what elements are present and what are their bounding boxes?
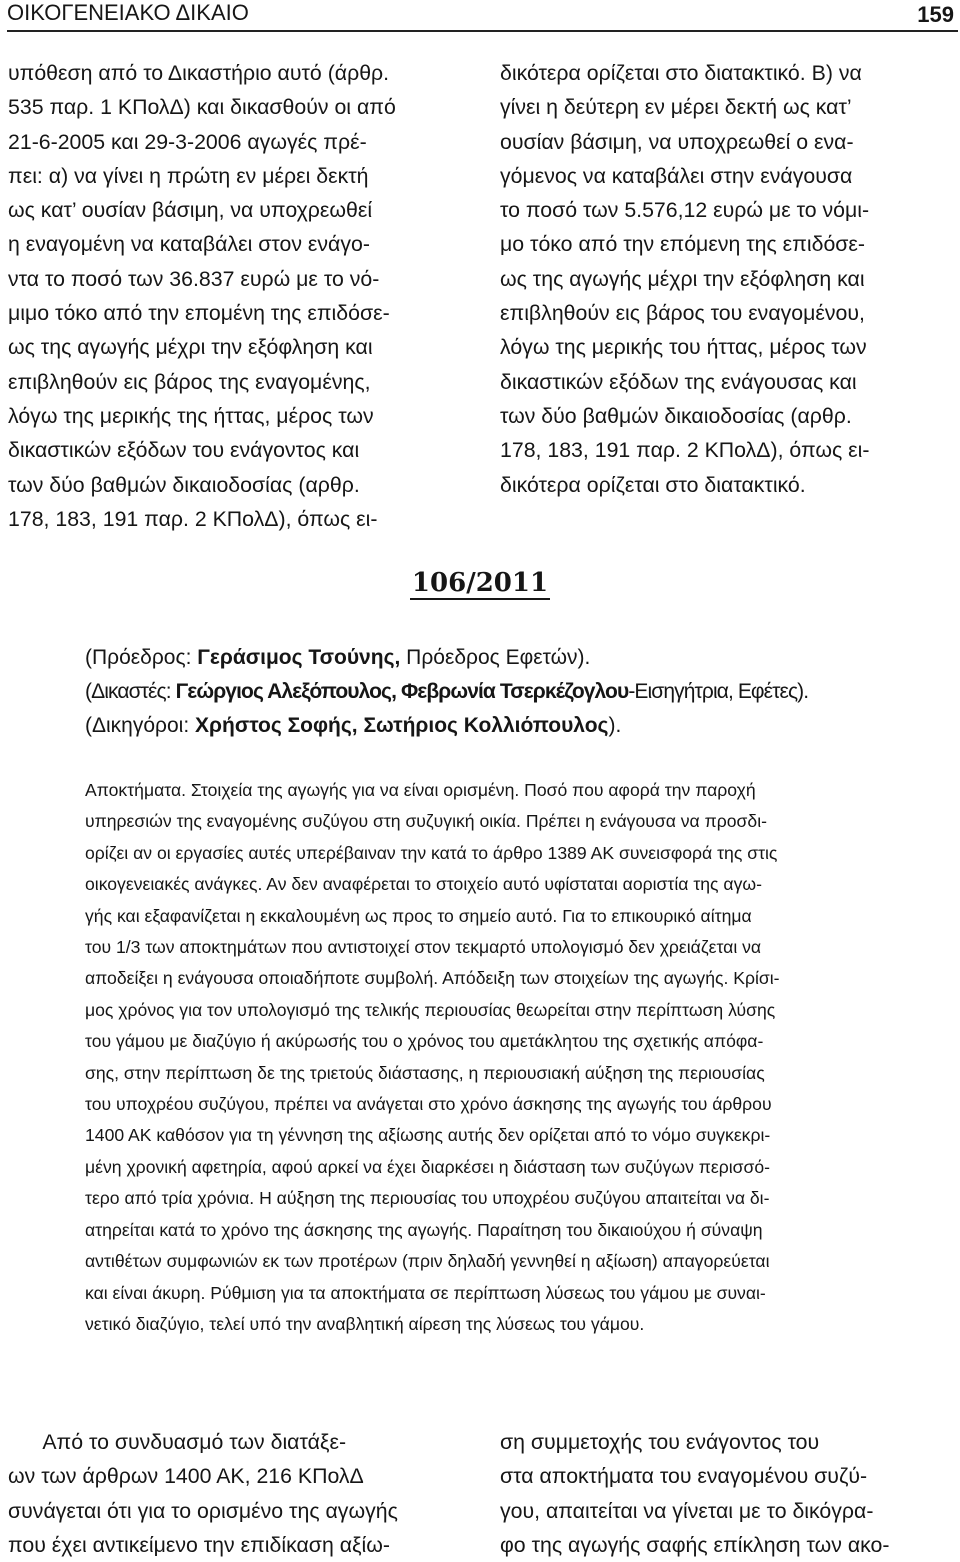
page-header (7, 0, 958, 32)
lawyers-line (85, 709, 808, 743)
reasoning-column-right: ση συμμετοχής του ενάγοντος του στα αποκτήματα του εναγομένου συζύ- γου, απαιτείται να γίνεται με το δικόγρα- φο της αγωγής σαφής επίκληση των ακο- (500, 1430, 890, 1557)
judges-line (85, 675, 808, 709)
judges-prefix: (Δικαστές: (85, 680, 176, 703)
body-column-right: δικότερα ορίζεται στο διατακτικό. Β) να γίνει η δεύτερη εν μέρει δεκτή ως κατ’ ουσίαν βάσιμη, να υποχρεωθεί ο ενα- γόμενος να καταβάλει στην ενάγουσα το ποσό των 5.576,12 ευρώ με το νόμι- μο τόκο από την επόμενη της επιδόσε- ως της αγωγής μέχρι την εξόφληση και επιβληθούν εις βάρος του εναγομένου, λόγω της μερικής του ήττας, μέρος των δικαστικών εξόδων της ενάγουσας και των δύο βαθμών δικαιοδοσίας (αρθρ. 178, 183, 191 παρ. 2 ΚΠολΔ), όπως ει- δικότερα ορίζεται στο διατακτικό. (500, 61, 870, 497)
president-name: Γεράσιμος Τσούνης, (197, 646, 401, 669)
lawyers-names: Χρήστος Σοφής, Σωτήριος Κολλιόπουλος (195, 714, 609, 737)
president-suffix: Πρόεδρος Εφετών). (400, 646, 591, 669)
body-column-left: υπόθεση από το Δικαστήριο αυτό (άρθρ. 535 παρ. 1 ΚΠολΔ) και δικασθούν οι από 21-6-2005 και 29-3-2006 αγωγές πρέ- πει: α) να γίνει η πρώτη εν μέρει δεκτή ως κατ’ ουσίαν βάσιμη, να υποχρεωθεί η εναγομένη να καταβάλει στον ενάγο- ντα το ποσό των 36.837 ευρώ με το νό- μιμο τόκο από την επομένη της επιδόσε- ως της αγωγής μέχρι την εξόφληση και επιβληθούν εις βάρος της εναγομένης, λόγω της μερικής της ήττας, μέρος των δικαστικών εξόδων του ενάγοντος και των δύο βαθμών δικαιοδοσίας (αρθρ. 178, 183, 191 παρ. 2 ΚΠολΔ), όπως ει- (8, 61, 396, 531)
lawyers-prefix: (Δικηγόροι: (85, 714, 196, 737)
headnote: Αποκτήματα. Στοιχεία της αγωγής για να είναι ορισμένη. Ποσό που αφορά την παροχή υπηρεσιών της εναγομένης συζύγου στη συζυγική οικία. Πρέπει η ενάγουσα να προσδι- ορίζει αν οι εργασίες αυτές υπερέβαιναν την κατά το άρθρο 1389 ΑΚ συνεισφορά της στις οικογενειακές ανάγκες. Αν δεν αναφέρεται το στοιχείο αυτό υφίσταται αοριστία της αγω- γής και εξαφανίζεται η εκκαλουμένη ως προς το σημείο αυτό. Για το επικουρικό αίτημα του 1/3 των αποκτημάτων που αντιστοιχεί στον τεκμαρτό υπολογισμό δεν χρειάζεται να αποδείξει η ενάγουσα οποιαδήποτε συμβολή. Απόδειξη των στοιχείων της αγωγής. Κρίσι- μος χρόνος για τον υπολογισμό της τελικής περιουσίας θεωρείται στην περίπτωση λύσης του γάμου με διαζύγιο ή ακύρωσής του ο χρόνος του αμετάκλητου της σχετικής απόφα- σης, στην περίπτωση δε της τριετούς διάστασης, η περιουσιακή αύξηση της περιουσίας του υποχρέου συζύγου, πρέπει να ανάγεται στο χρόνο άσκησης της αγωγής του άρθρου 1400 ΑΚ καθόσον για τη γέννηση της αξίωσης αυτής δεν ορίζεται από το νόμο συγκεκρι- μένη χρονική αφετηρία, αφού αρκεί να έχει διαρκέσει η διάσταση των συζύγων περισσό- τερο από τρία χρόνια. Η αύξηση της περιουσίας του υποχρέου συζύγου απαιτείται να δι- ατηρείται κατά το χρόνο της άσκησης της αγωγής. Παραίτηση του δικαιούχου ή σύναψη αντιθέτων συμφωνιών εκ των προτέρων (πριν δηλαδή γεννηθεί η αξίωση) απαγορεύεται και είναι άκυρη. Ρύθμιση για τα αποκτήματα σε περίπτωση λύσεως του γάμου με συναι- νετικό διαζύγιο, τελεί υπό την αναβλητική αίρεση της λύσεως του γάμου. (85, 780, 780, 1334)
reasoning-column-left: Από το συνδυασμό των διατάξε- ων των άρθρων 1400 ΑΚ, 216 ΚΠολΔ συνάγεται ότι για το ορισμένο της αγωγής που έχει αντικείμενο την επιδίκαση αξίω- (8, 1430, 398, 1557)
president-prefix: (Πρόεδρος: (85, 646, 198, 669)
page-number: 159 (917, 2, 954, 27)
decision-number (0, 566, 960, 600)
court-composition (85, 641, 808, 743)
president-line (85, 641, 808, 675)
judges-suffix: -Εισηγήτρια, Εφέτες). (628, 680, 809, 703)
decision-number-text: 106/2011 (411, 568, 549, 598)
running-title: ΟΙΚΟΓΕΝΕΙΑΚΟ ΔΙΚΑΙΟ (7, 0, 249, 25)
lawyers-suffix: ). (608, 714, 622, 737)
judges-names: Γεώργιος Αλεξόπουλος, Φεβρωνία Τσερκέζογλου (175, 680, 629, 703)
